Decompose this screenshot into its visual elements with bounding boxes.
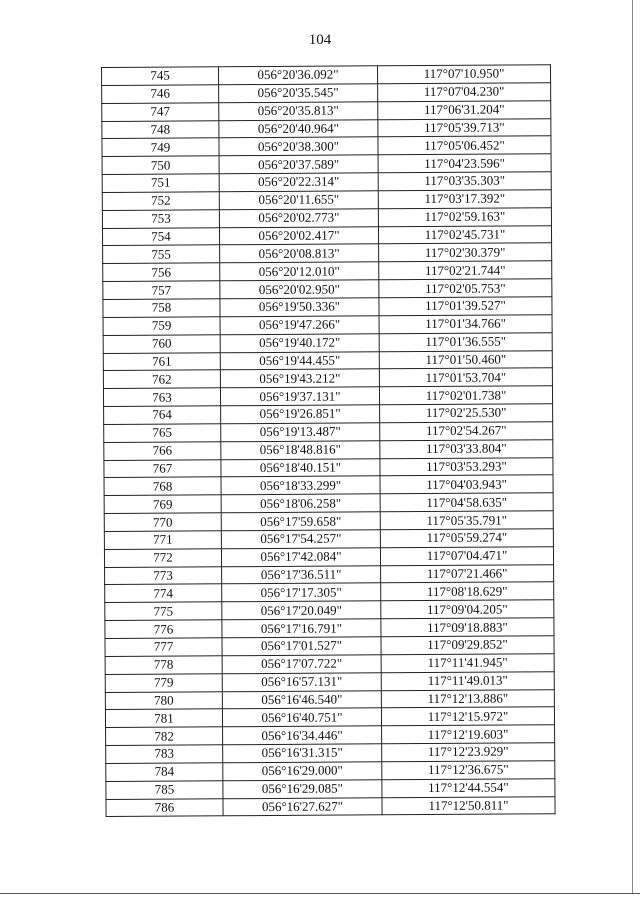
longitude-cell: 117°03'35.303" [378, 172, 551, 191]
point-number-cell: 785 [106, 781, 223, 800]
latitude-cell: 056°19'47.266" [220, 316, 379, 335]
longitude-cell: 117°02'45.731" [378, 225, 551, 244]
point-number-cell: 763 [103, 388, 220, 407]
longitude-cell: 117°01'50.460" [379, 350, 552, 369]
latitude-cell: 056°20'12.010" [220, 262, 379, 281]
point-number-cell: 784 [106, 763, 223, 782]
longitude-cell: 117°01'34.766" [379, 315, 552, 334]
point-number-cell: 752 [102, 192, 219, 211]
longitude-cell: 117°12'15.972" [381, 707, 554, 726]
point-number-cell: 774 [105, 584, 222, 603]
latitude-cell: 056°17'01.527" [222, 637, 381, 656]
longitude-cell: 117°01'53.704" [379, 368, 552, 387]
latitude-cell: 056°20'02.950" [220, 280, 379, 299]
point-number-cell: 746 [102, 85, 219, 104]
latitude-cell: 056°20'02.773" [219, 209, 378, 228]
longitude-cell: 117°06'31.204" [378, 100, 551, 119]
latitude-cell: 056°17'16.791" [222, 619, 381, 638]
latitude-cell: 056°16'29.000" [223, 762, 382, 781]
latitude-cell: 056°19'40.172" [220, 333, 379, 352]
longitude-cell: 117°07'04.230" [378, 83, 551, 102]
latitude-cell: 056°17'17.305" [222, 583, 381, 602]
longitude-cell: 117°12'19.603" [382, 725, 555, 744]
latitude-cell: 056°19'50.336" [220, 298, 379, 317]
longitude-cell: 117°04'03.943" [380, 475, 553, 494]
longitude-cell: 117°03'33.804" [380, 439, 553, 458]
longitude-cell: 117°02'25.530" [380, 404, 553, 423]
point-number-cell: 777 [105, 638, 222, 657]
latitude-cell: 056°19'37.131" [220, 387, 379, 406]
longitude-cell: 117°02'54.267" [380, 422, 553, 441]
point-number-cell: 783 [106, 745, 223, 764]
latitude-cell: 056°19'43.212" [220, 369, 379, 388]
latitude-cell: 056°17'54.257" [221, 530, 380, 549]
longitude-cell: 117°03'53.293" [380, 457, 553, 476]
latitude-cell: 056°17'42.084" [221, 548, 380, 567]
longitude-cell: 117°02'59.163" [378, 208, 551, 227]
point-number-cell: 769 [104, 495, 221, 514]
longitude-cell: 117°05'35.791" [380, 511, 553, 530]
point-number-cell: 781 [105, 709, 222, 728]
latitude-cell: 056°20'08.813" [220, 244, 379, 263]
point-number-cell: 775 [105, 602, 222, 621]
latitude-cell: 056°17'07.722" [222, 655, 381, 674]
point-number-cell: 760 [103, 334, 220, 353]
point-number-cell: 745 [102, 67, 219, 86]
point-number-cell: 767 [104, 459, 221, 478]
latitude-cell: 056°20'36.092" [219, 66, 378, 85]
point-number-cell: 757 [103, 281, 220, 300]
table-row [106, 796, 555, 817]
latitude-cell: 056°19'44.455" [220, 351, 379, 370]
latitude-cell: 056°16'27.627" [223, 797, 382, 816]
point-number-cell: 786 [106, 798, 223, 817]
point-number-cell: 753 [102, 210, 219, 229]
longitude-cell: 117°11'41.945" [381, 654, 554, 673]
point-number-cell: 764 [104, 406, 221, 425]
point-number-cell: 780 [105, 691, 222, 710]
point-number-cell: 747 [102, 102, 219, 121]
longitude-cell: 117°05'06.452" [378, 136, 551, 155]
latitude-cell: 056°19'13.487" [221, 423, 380, 442]
point-number-cell: 766 [104, 441, 221, 460]
latitude-cell: 056°16'31.315" [223, 744, 382, 763]
point-number-cell: 759 [103, 317, 220, 336]
longitude-cell: 117°12'23.929" [382, 743, 555, 762]
latitude-cell: 056°20'02.417" [219, 226, 378, 245]
latitude-cell: 056°18'40.151" [221, 458, 380, 477]
longitude-cell: 117°11'49.013" [381, 671, 554, 690]
longitude-cell: 117°02'01.738" [379, 386, 552, 405]
coordinates-table-body [102, 65, 556, 817]
point-number-cell: 761 [103, 352, 220, 371]
point-number-cell: 765 [104, 424, 221, 443]
latitude-cell: 056°20'35.813" [219, 101, 378, 120]
scan-bottom-edge [0, 893, 640, 894]
longitude-cell: 117°02'21.744" [379, 261, 552, 280]
longitude-cell: 117°12'36.675" [382, 761, 555, 780]
longitude-cell: 117°12'13.886" [381, 689, 554, 708]
point-number-cell: 778 [105, 656, 222, 675]
longitude-cell: 117°09'04.205" [381, 600, 554, 619]
longitude-cell: 117°12'44.554" [382, 778, 555, 797]
latitude-cell: 056°20'40.964" [219, 119, 378, 138]
longitude-cell: 117°08'18.629" [381, 582, 554, 601]
latitude-cell: 056°17'59.658" [221, 512, 380, 531]
point-number-cell: 751 [102, 174, 219, 193]
point-number-cell: 748 [102, 120, 219, 139]
point-number-cell: 755 [103, 245, 220, 264]
latitude-cell: 056°16'46.540" [222, 690, 381, 709]
latitude-cell: 056°16'40.751" [222, 708, 381, 727]
longitude-cell: 117°05'59.274" [380, 529, 553, 548]
latitude-cell: 056°19'26.851" [221, 405, 380, 424]
point-number-cell: 772 [104, 549, 221, 568]
point-number-cell: 776 [105, 620, 222, 639]
longitude-cell: 117°05'39.713" [378, 118, 551, 137]
scan-right-edge [632, 0, 633, 893]
point-number-cell: 762 [103, 370, 220, 389]
point-number-cell: 779 [105, 673, 222, 692]
longitude-cell: 117°04'58.635" [380, 493, 553, 512]
longitude-cell: 117°09'18.883" [381, 618, 554, 637]
longitude-cell: 117°04'23.596" [378, 154, 551, 173]
longitude-cell: 117°09'29.852" [381, 636, 554, 655]
latitude-cell: 056°20'22.314" [219, 173, 378, 192]
longitude-cell: 117°02'05.753" [379, 279, 552, 298]
point-number-cell: 771 [104, 531, 221, 550]
longitude-cell: 117°01'39.527" [379, 297, 552, 316]
point-number-cell: 768 [104, 477, 221, 496]
longitude-cell: 117°03'17.392" [378, 190, 551, 209]
point-number-cell: 773 [105, 566, 222, 585]
longitude-cell: 117°12'50.811" [382, 796, 555, 815]
latitude-cell: 056°20'37.589" [219, 155, 378, 174]
coordinates-table [101, 64, 556, 817]
latitude-cell: 056°20'11.655" [219, 191, 378, 210]
latitude-cell: 056°20'38.300" [219, 137, 378, 156]
point-number-cell: 754 [102, 227, 219, 246]
point-number-cell: 750 [102, 156, 219, 175]
longitude-cell: 117°07'10.950" [377, 65, 550, 84]
latitude-cell: 056°17'20.049" [222, 601, 381, 620]
point-number-cell: 758 [103, 299, 220, 318]
point-number-cell: 782 [106, 727, 223, 746]
longitude-cell: 117°01'36.555" [379, 332, 552, 351]
longitude-cell: 117°07'21.466" [381, 564, 554, 583]
latitude-cell: 056°16'34.446" [223, 726, 382, 745]
latitude-cell: 056°16'29.085" [223, 780, 382, 799]
longitude-cell: 117°07'04.471" [380, 547, 553, 566]
longitude-cell: 117°02'30.379" [379, 243, 552, 262]
point-number-cell: 756 [103, 263, 220, 282]
point-number-cell: 770 [104, 513, 221, 532]
page-number: 104 [308, 32, 332, 48]
latitude-cell: 056°20'35.545" [219, 84, 378, 103]
latitude-cell: 056°18'48.816" [221, 441, 380, 460]
point-number-cell: 749 [102, 138, 219, 157]
latitude-cell: 056°18'06.258" [221, 494, 380, 513]
latitude-cell: 056°18'33.299" [221, 476, 380, 495]
latitude-cell: 056°17'36.511" [222, 565, 381, 584]
latitude-cell: 056°16'57.131" [222, 672, 381, 691]
